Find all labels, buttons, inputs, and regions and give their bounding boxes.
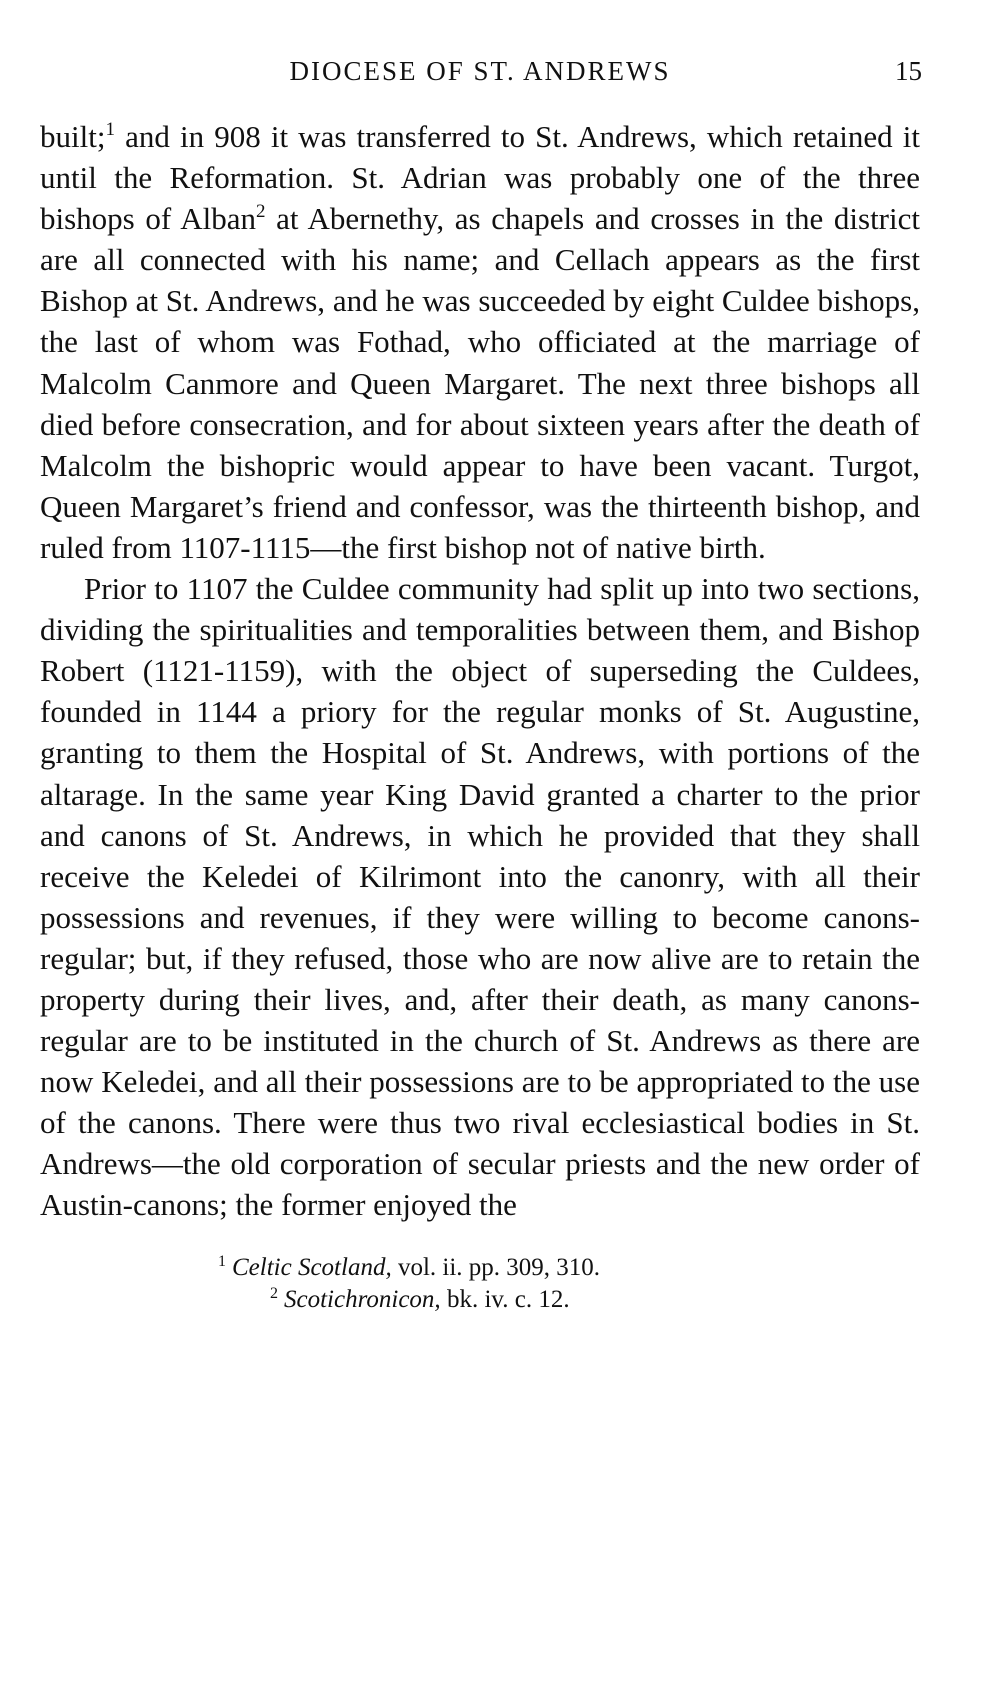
body-text xyxy=(40,116,920,1226)
footnote-work-title: Scotichronicon, xyxy=(284,1285,441,1313)
page-number: 15 xyxy=(895,56,922,86)
footnote-1 xyxy=(40,1252,920,1284)
footnote-work-title: Celtic Scotland, xyxy=(232,1253,392,1281)
paragraph-2 xyxy=(40,568,920,1226)
footnote-ref-1: 1 xyxy=(105,119,115,140)
text-run: and in 908 it was transferred to St. Andrews, which retained it until the Reformation. St. Adrian was probably one of the three bishops of Alban xyxy=(40,119,920,237)
paragraph-1 xyxy=(40,116,920,568)
footnotes xyxy=(40,1252,920,1316)
footnote-citation: bk. iv. c. 12. xyxy=(440,1285,570,1313)
text-run: built; xyxy=(40,119,106,154)
footnote-2 xyxy=(40,1284,920,1316)
footnote-marker: 2 xyxy=(270,1284,278,1302)
footnote-citation: vol. ii. pp. 309, 310. xyxy=(391,1253,601,1281)
running-title: DIOCESE OF ST. ANDREWS xyxy=(289,56,671,86)
footnote-ref-2: 2 xyxy=(255,201,266,223)
footnote-marker: 1 xyxy=(218,1252,226,1270)
text-run: Prior to 1107 the Culdee community had split up into two sections, dividing the spiritualities and temporalities between them, and Bishop Robert (1121-1159), with the object of superseding the Culdees, founded in 1144 a priory for the regular monks of St. Augustine, granting to them the Hospital of St. Andrews, with portions of the altarage. In the same year King David granted a charter to the prior and canons of St. Andrews, in which he provided that they shall receive the Keledei of Kilrimont into the canonry, with all their possessions and revenues, if they were willing to become canons-regular; but, if they refused, those who are now alive are to retain the property during their lives, and, after their death, as many canons-regular are to be instituted in the church of St. Andrews as there are now Keledei, and all their possessions are to be appropriated to the use of the canons. There were thus two rival ecclesiastical bodies in St. Andrews—the old corporation of secular priests and the new order of Austin-canons; the former enjoyed the xyxy=(40,571,920,1223)
running-head xyxy=(40,44,920,94)
text-run: at Abernethy, as chapels and crosses in the district are all connected with his name; and Cellach appears as the first Bishop at St. Andrews, and he was succeeded by eight Culdee bishops, the last of whom was Fothad, who officiated at the marriage of Malcolm Canmore and Queen Margaret. The next three bishops all died before consecration, and for about sixteen years after the death of Malcolm the bishopric would appear to have been vacant. Turgot, Queen Margaret’s friend and confessor, was the thirteenth bishop, and ruled from 1107-1115—the first bishop not of native birth. xyxy=(40,201,920,565)
book-page xyxy=(40,44,920,1316)
